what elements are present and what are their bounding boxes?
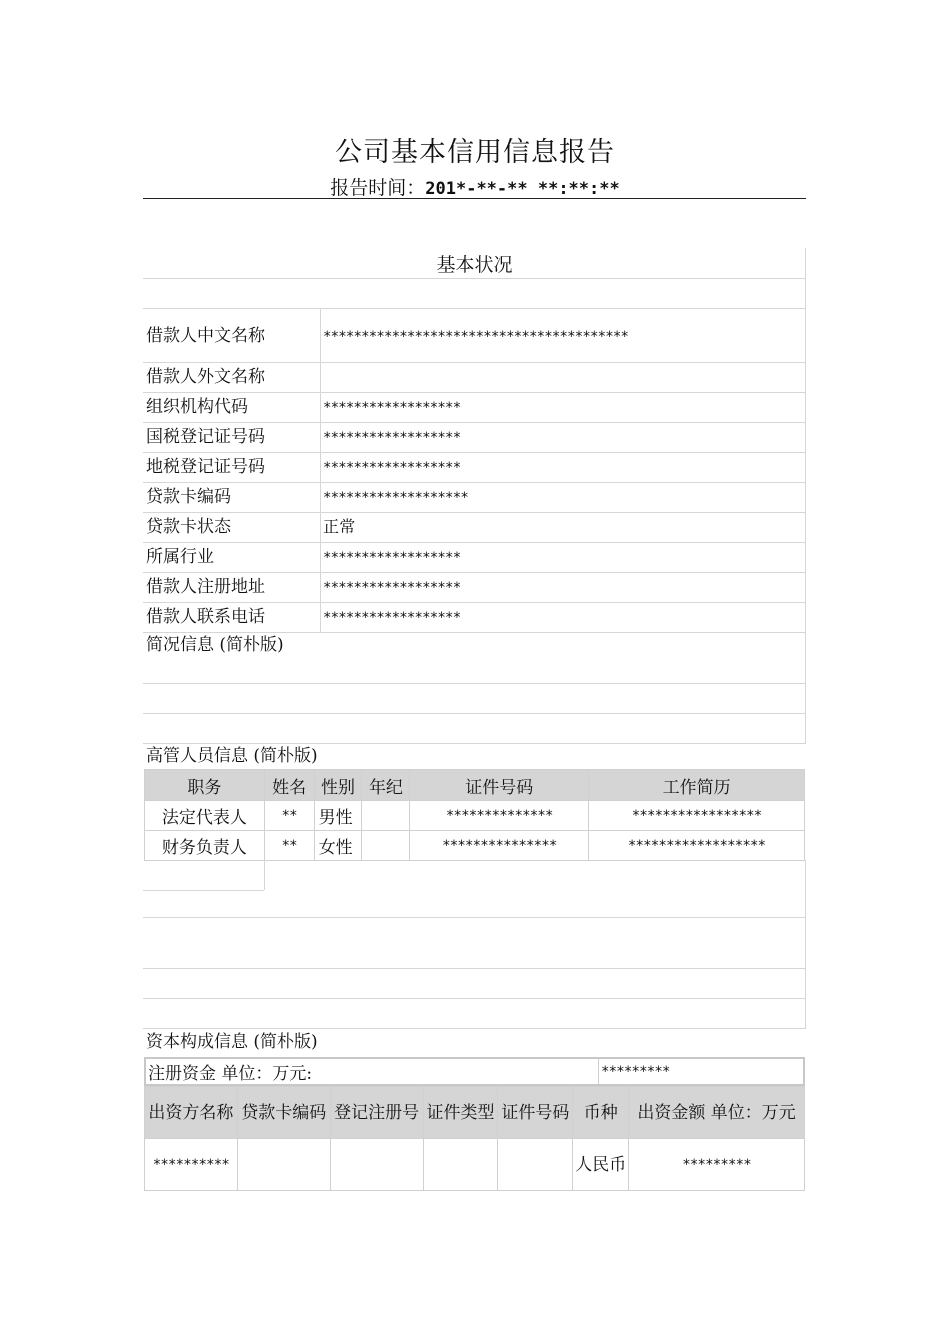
field-label-phone: 借款人联系电话 — [146, 607, 265, 627]
table-row — [145, 801, 805, 831]
header-divider — [143, 198, 806, 199]
field-value-address: ****************** — [323, 580, 461, 596]
exec-header-resume: 工作简历 — [589, 770, 805, 801]
exec-cell-resume: ****************** — [589, 831, 805, 861]
capital-cell-amount: ********* — [629, 1139, 805, 1191]
field-value-national-tax: ****************** — [323, 430, 461, 446]
capital-cell-currency: 人民币 — [573, 1139, 629, 1191]
capital-header-id-number: 证件号码 — [498, 1087, 573, 1139]
exec-header-position: 职务 — [145, 770, 265, 801]
field-label-loan-card-status: 贷款卡状态 — [146, 517, 231, 537]
executives-section-title: 高管人员信息 (简朴版) — [146, 746, 318, 766]
exec-cell-name: ** — [264, 831, 314, 861]
registered-capital-label: 注册资金 单位：万元: — [145, 1058, 598, 1085]
field-value-loan-card-status: 正常 — [323, 517, 356, 536]
field-value-phone: ****************** — [323, 610, 461, 626]
exec-header-age: 年纪 — [362, 770, 410, 801]
report-title: 公司基本信用信息报告 — [335, 137, 615, 168]
capital-header-loan-card: 贷款卡编码 — [237, 1087, 330, 1139]
exec-cell-position: 财务负责人 — [145, 831, 265, 861]
exec-cell-gender: 男性 — [314, 801, 362, 831]
exec-header-name: 姓名 — [264, 770, 314, 801]
basic-section-title: 基本状况 — [436, 254, 513, 276]
exec-cell-id-number: ************** — [410, 801, 589, 831]
capital-header-id-type: 证件类型 — [423, 1087, 498, 1139]
exec-header-gender: 性别 — [314, 770, 362, 801]
capital-table — [144, 1086, 805, 1191]
field-label-en-name: 借款人外文名称 — [146, 367, 265, 387]
field-label-local-tax: 地税登记证号码 — [146, 457, 265, 477]
field-value-cn-name: **************************************** — [323, 329, 629, 345]
capital-cell-id-type — [423, 1139, 498, 1191]
executives-table — [144, 769, 805, 861]
field-label-address: 借款人注册地址 — [146, 577, 265, 597]
capital-header-investor: 出资方名称 — [145, 1087, 238, 1139]
exec-header-id-number: 证件号码 — [410, 770, 589, 801]
report-time-value: 201*-**-** **:**:** — [425, 179, 620, 199]
capital-cell-reg-number — [330, 1139, 423, 1191]
registered-capital-row — [145, 1058, 804, 1085]
report-time — [0, 173, 950, 200]
field-label-cn-name: 借款人中文名称 — [146, 326, 265, 346]
exec-cell-position: 法定代表人 — [145, 801, 265, 831]
capital-header-currency: 币种 — [573, 1087, 629, 1139]
field-value-loan-card-code: ******************* — [323, 490, 468, 506]
capital-cell-id-number — [498, 1139, 573, 1191]
report-time-label: 报告时间： — [330, 177, 426, 199]
capital-header-row — [145, 1087, 805, 1139]
exec-cell-gender: 女性 — [314, 831, 362, 861]
field-value-local-tax: ****************** — [323, 460, 461, 476]
exec-cell-age — [362, 831, 410, 861]
field-value-org-code: ****************** — [323, 400, 461, 416]
field-value-industry: ****************** — [323, 550, 461, 566]
field-label-national-tax: 国税登记证号码 — [146, 427, 265, 447]
registered-capital-table — [144, 1057, 805, 1086]
exec-cell-id-number: *************** — [410, 831, 589, 861]
executives-header-row — [145, 770, 805, 801]
capital-header-amount: 出资金额 单位：万元 — [629, 1087, 805, 1139]
exec-cell-resume: ***************** — [589, 801, 805, 831]
registered-capital-value: ********* — [598, 1058, 804, 1085]
capital-cell-investor: ********** — [145, 1139, 238, 1191]
table-row — [145, 831, 805, 861]
field-label-loan-card-code: 贷款卡编码 — [146, 487, 231, 507]
capital-cell-loan-card — [237, 1139, 330, 1191]
field-label-industry: 所属行业 — [146, 547, 214, 567]
table-row — [145, 1139, 805, 1191]
capital-section-title: 资本构成信息 (简朴版) — [146, 1032, 318, 1052]
exec-cell-age — [362, 801, 410, 831]
field-label-org-code: 组织机构代码 — [146, 397, 248, 417]
capital-header-reg-number: 登记注册号 — [330, 1087, 423, 1139]
summary-label: 简况信息 (简朴版) — [146, 635, 284, 655]
exec-cell-name: ** — [264, 801, 314, 831]
